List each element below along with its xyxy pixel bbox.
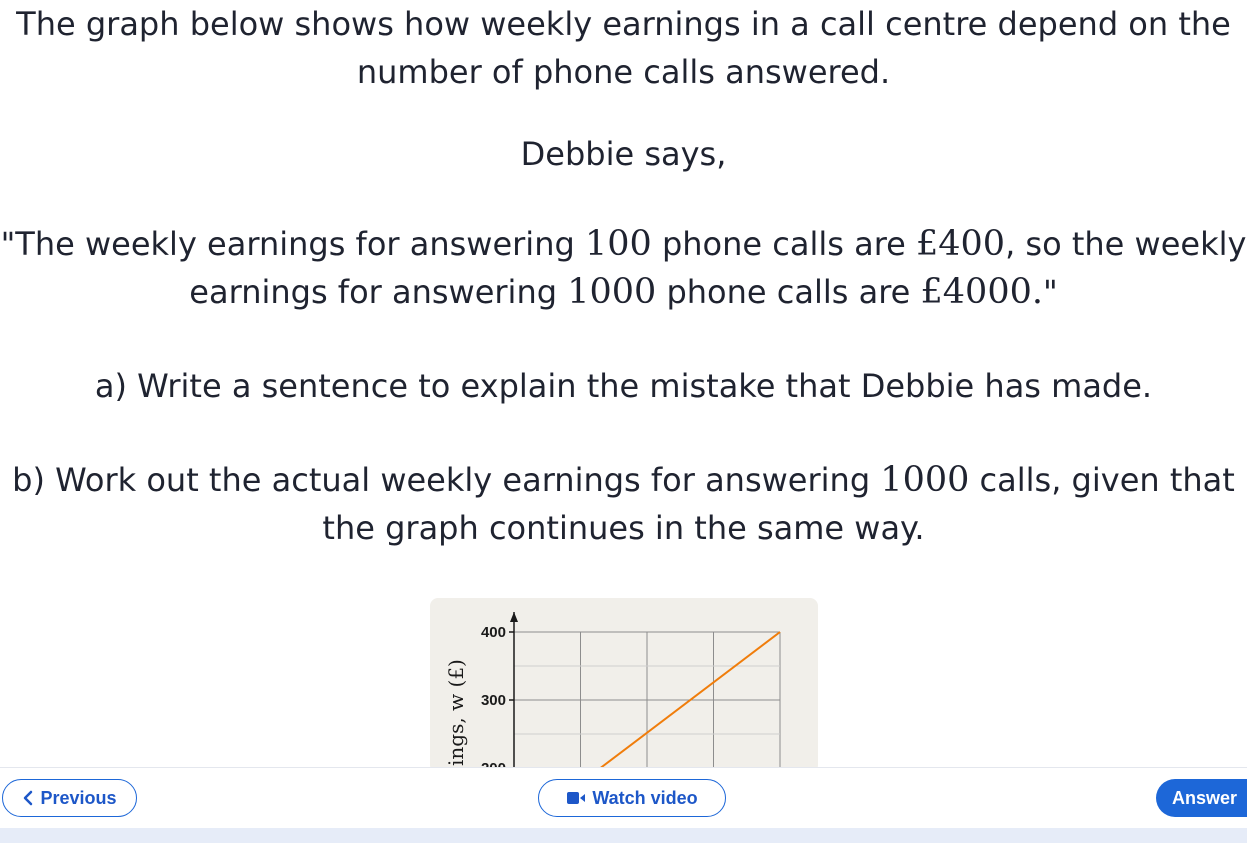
video-camera-icon xyxy=(566,791,586,805)
previous-button[interactable] xyxy=(2,779,137,817)
part-b-number: 1000 xyxy=(880,460,970,500)
quote-number-3: 1000 xyxy=(567,272,657,312)
quote-text-1: "The weekly earnings for answering xyxy=(0,225,585,263)
question-part-b xyxy=(0,456,1247,552)
quote-number-2: £400 xyxy=(916,224,1006,264)
quote-text-3: , so the weekly earnings for answering xyxy=(189,225,1247,311)
earnings-chart xyxy=(430,598,818,773)
quote-end: " xyxy=(1042,273,1058,311)
question-quote xyxy=(0,220,1247,316)
answer-button[interactable] xyxy=(1156,779,1247,817)
part-b-text-1: b) Work out the actual weekly earnings for answering xyxy=(12,461,881,499)
footer-shade xyxy=(0,828,1247,843)
y-tick-label: 400 xyxy=(480,624,506,641)
question-intro: The graph below shows how weekly earnings in a call centre depend on the number of phone calls answered. xyxy=(16,5,1231,91)
answer-label: Answer xyxy=(1172,787,1238,808)
y-axis-arrow-icon xyxy=(510,612,518,622)
chevron-left-icon xyxy=(22,790,34,806)
part-b-text-2: calls, given that the graph continues in the same way. xyxy=(322,461,1235,547)
watch-video-label: Watch video xyxy=(592,787,698,808)
y-ticks xyxy=(481,624,514,773)
quote-number-4: £4000. xyxy=(920,272,1043,312)
graph-card xyxy=(430,598,818,773)
grid-vertical xyxy=(581,632,781,773)
y-tick-label: 300 xyxy=(480,692,506,709)
y-axis-label: ings, w (£) xyxy=(444,659,468,766)
watch-video-button[interactable] xyxy=(538,779,726,817)
previous-label: Previous xyxy=(40,787,117,808)
question-speaker: Debbie says, xyxy=(520,135,727,173)
quote-number-1: 100 xyxy=(584,224,652,264)
quote-text-4: phone calls are xyxy=(656,273,921,311)
question-part-a: a) Write a sentence to explain the mistake that Debbie has made. xyxy=(94,367,1153,405)
quote-text-2: phone calls are xyxy=(651,225,916,263)
